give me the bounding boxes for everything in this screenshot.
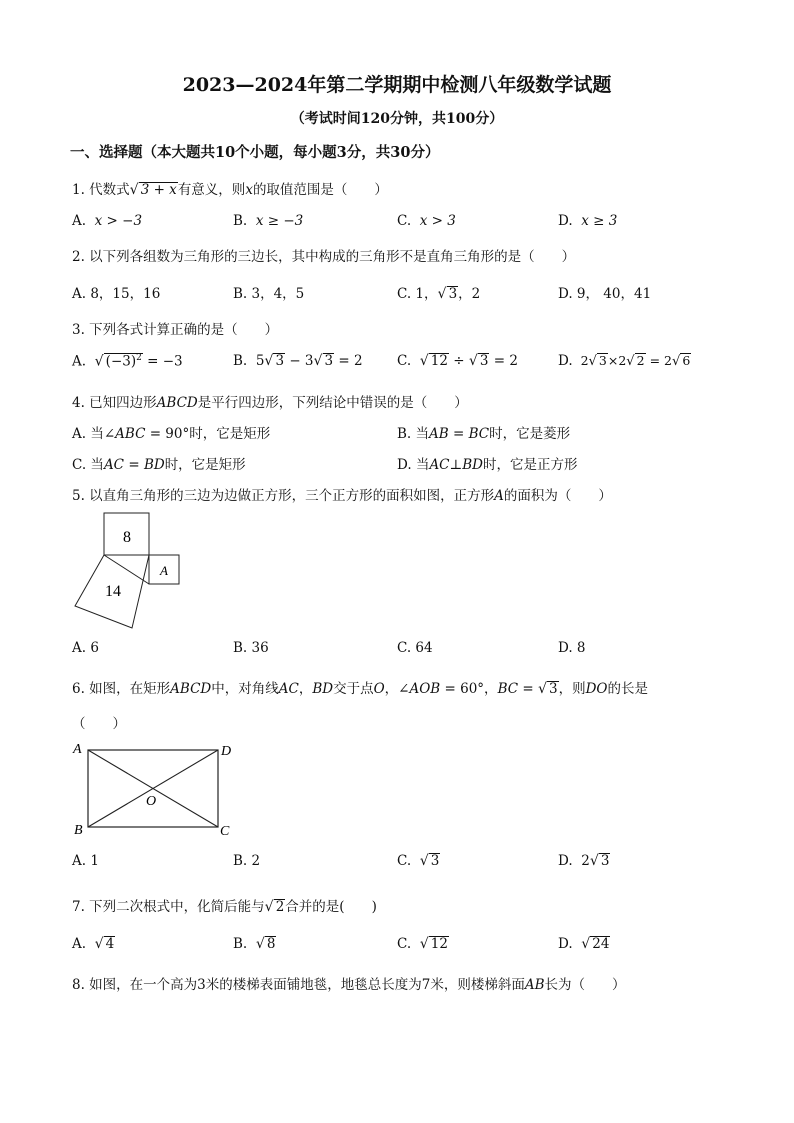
q6-option-b: B. 2 bbox=[233, 853, 261, 869]
question-1-stem: 1. 代数式√ 3 + x有意义，则x的取值范围是（ ） bbox=[72, 182, 388, 198]
section-heading-choice: 一、选择题（本大题共10个小题，每小题3分，共30分） bbox=[70, 144, 440, 161]
q5-option-b: B. 36 bbox=[233, 640, 269, 656]
question-2-stem: 2. 以下列各组数为三角形的三边长，其中构成的三角形不是直角三角形的是（ ） bbox=[72, 249, 576, 265]
q5-squares-figure bbox=[70, 508, 185, 633]
q3-option-a: A. √ $(-3)^2 = -3$ bbox=[72, 353, 183, 370]
q3-option-d: D. 2√ 3×2√ 2 = 2√ 6 bbox=[558, 353, 691, 369]
q6-option-a: A. 1 bbox=[72, 853, 99, 869]
q5-option-c: C. 64 bbox=[397, 640, 433, 656]
q1-option-c: C. x > 3 bbox=[397, 213, 456, 229]
exam-subtitle: （考试时间120分钟，共100分） bbox=[290, 111, 504, 127]
q1-option-a: A. x > −3 bbox=[72, 213, 143, 229]
question-6-stem: 6. 如图，在矩形ABCD中，对角线AC，BD交于点O，∠AOB = 60°，BC = √ 3，则DO的长是 bbox=[72, 681, 649, 697]
vertex-b: B bbox=[74, 823, 83, 838]
label-8: 8 bbox=[123, 529, 131, 546]
q1-radical: 3 + x bbox=[140, 182, 177, 198]
q5-option-a: A. 6 bbox=[72, 640, 99, 656]
q2-option-c: C. 1，√ 3，2 bbox=[397, 286, 481, 302]
question-5-stem: 5. 以直角三角形的三边为边做正方形，三个正方形的面积如图，正方形A的面积为（ ） bbox=[72, 488, 612, 504]
q7-option-a: A. √ 4 bbox=[72, 936, 115, 952]
question-4-stem: 4. 已知四边形ABCD是平行四边形，下列结论中错误的是（ ） bbox=[72, 395, 468, 411]
label-a: A bbox=[160, 563, 168, 578]
q4-option-c: C. 当AC = BD时，它是矩形 bbox=[72, 457, 246, 473]
vertex-d: D bbox=[221, 744, 232, 759]
q1-option-d: D. x ≥ 3 bbox=[558, 213, 618, 229]
q7-option-c: C. √ 12 bbox=[397, 936, 448, 952]
q5-option-d: D. 8 bbox=[558, 640, 586, 656]
q3-option-b: B. 5√ 3 − 3√ 3 = 2 bbox=[233, 353, 363, 369]
q7-option-b: B. √ 8 bbox=[233, 936, 276, 952]
q6-option-d: D. 2√ 3 bbox=[558, 853, 610, 869]
question-7-stem: 7. 下列二次根式中，化简后能与√ 2合并的是( ) bbox=[72, 899, 377, 915]
vertex-a: A bbox=[73, 742, 82, 757]
vertex-c: C bbox=[220, 824, 230, 839]
q2-option-a: A. 8，15，16 bbox=[72, 286, 161, 302]
q4-option-d: D. 当AC⊥BD时，它是正方形 bbox=[397, 457, 578, 473]
question-8-stem: 8. 如图，在一个高为3米的楼梯表面铺地毯，地毯总长度为7米，则楼梯斜面AB长为（ ） bbox=[72, 977, 626, 993]
q2-option-d: D. 9， 40，41 bbox=[558, 286, 652, 302]
q2-option-b: B. 3，4，5 bbox=[233, 286, 305, 302]
q3-option-c: C. √ 12 ÷ √ 3 = 2 bbox=[397, 353, 518, 369]
center-o: O bbox=[146, 794, 157, 809]
label-14: 14 bbox=[105, 583, 121, 600]
triangle-hypotenuse bbox=[104, 555, 149, 584]
question-3-stem: 3. 下列各式计算正确的是（ ） bbox=[72, 322, 279, 338]
q4-option-b: B. 当AB = BC时，它是菱形 bbox=[397, 426, 571, 442]
q4-option-a: A. 当∠ABC = 90°时，它是矩形 bbox=[72, 426, 271, 442]
q6-option-c: C. √ 3 bbox=[397, 853, 440, 869]
q7-option-d: D. √ 24 bbox=[558, 936, 610, 952]
q6-answer-paren: （ ） bbox=[72, 716, 126, 732]
q1-option-b: B. x ≥ −3 bbox=[233, 213, 304, 229]
exam-title: 2023—2024年第二学期期中检测八年级数学试题 bbox=[182, 74, 612, 96]
q6-rectangle-figure bbox=[70, 738, 240, 840]
